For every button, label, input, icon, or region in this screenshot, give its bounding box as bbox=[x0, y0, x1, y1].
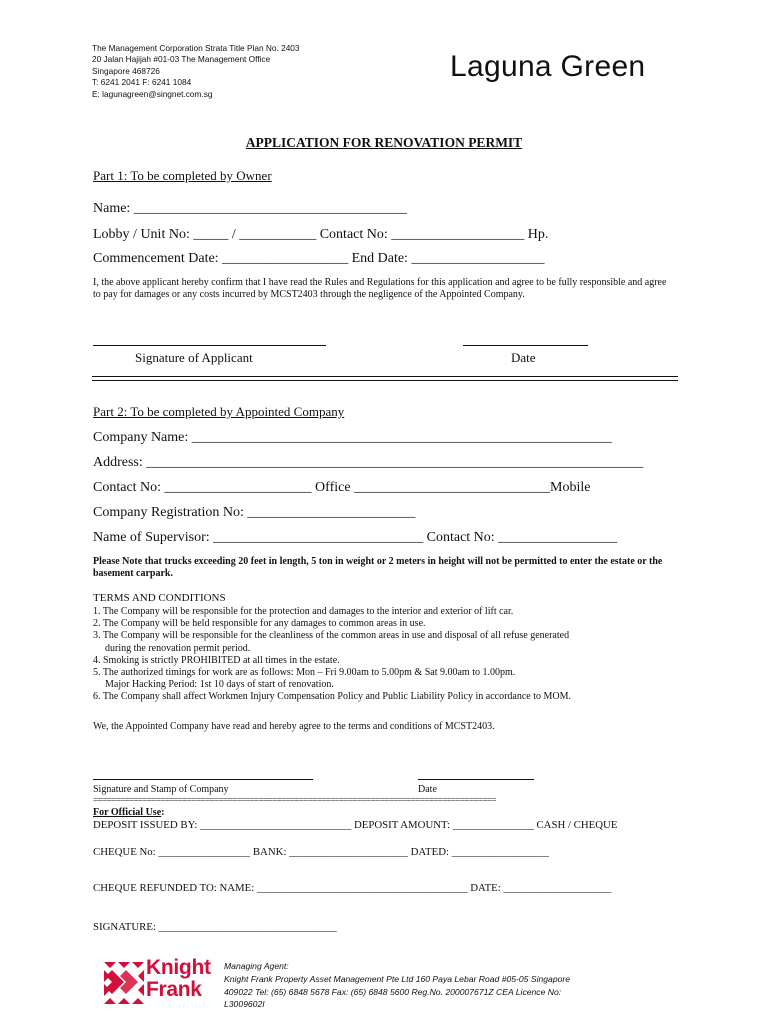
company-name-field[interactable]: Company Name: ____________________________________________________________ bbox=[93, 430, 612, 445]
term-item: 5. The authorized timings for work are as follows: Mon – Fri 9.00am to 5.00pm & Sat 9.00am to 1.00pm. bbox=[93, 667, 516, 679]
term-item: 3. The Company will be responsible for the cleanliness of the common areas in use and disposal of all refuse generated bbox=[93, 630, 570, 642]
agent-line: L3009602I bbox=[224, 999, 265, 1010]
agent-line: 409022 Tel: (65) 6848 5678 Fax: (65) 6848 5600 Reg.No. 200007671Z CEA Licence No: bbox=[224, 986, 562, 997]
logo-word-frank: Frank bbox=[146, 978, 202, 1001]
applicant-signature-label: Signature of Applicant bbox=[135, 350, 253, 365]
official-use-heading bbox=[93, 807, 164, 819]
agent-line: Managing Agent: bbox=[224, 961, 289, 971]
managing-agent-details bbox=[224, 960, 570, 1011]
dates-field[interactable]: Commencement Date: __________________ End Date: ___________________ bbox=[93, 251, 545, 266]
mgmt-line: Singapore 468726 bbox=[92, 65, 160, 76]
term-item: Major Hacking Period: 1st 10 days of start of renovation. bbox=[105, 679, 334, 691]
applicant-date-line[interactable] bbox=[463, 345, 588, 346]
owner-name-field[interactable]: Name: _______________________________________ bbox=[93, 201, 407, 216]
truck-restriction-note: Please Note that trucks exceeding 20 feet in length, 5 ton in weight or 2 meters in height will not be permitted to enter the estate or the basement carpark. bbox=[93, 556, 663, 580]
term-item: during the renovation permit period. bbox=[105, 642, 251, 654]
term-item: 2. The Company will be held responsible for any damages to common areas in use. bbox=[93, 618, 426, 630]
form-title: APPLICATION FOR RENOVATION PERMIT bbox=[245, 135, 523, 150]
cheque-refund-field[interactable]: CHEQUE REFUNDED TO: NAME: _______________________________________ DATE: ____________________ bbox=[93, 882, 612, 894]
official-use-label: For Official Use bbox=[93, 807, 162, 818]
agent-line: Knight Frank Property Asset Management Pte Ltd 160 Paya Lebar Road #05-05 Singapore bbox=[224, 973, 571, 984]
terms-agreement: We, the Appointed Company have read and hereby agree to the terms and conditions of MCST2403. bbox=[93, 721, 495, 732]
term-item: 4. Smoking is strictly PROHIBITED at all times in the estate. bbox=[93, 654, 340, 666]
mgmt-line: 20 Jalan Hajijah #01-03 The Management Office bbox=[92, 54, 271, 65]
company-date-line[interactable] bbox=[418, 779, 534, 780]
section-divider bbox=[92, 376, 678, 381]
supervisor-field[interactable]: Name of Supervisor: ______________________________ Contact No: _________________ bbox=[93, 530, 618, 545]
official-separator: ========================================================================================== bbox=[93, 795, 496, 805]
term-item: 6. The Company shall affect Workmen Injury Compensation Policy and Public Liability Policy in accordance to MOM. bbox=[93, 691, 571, 703]
applicant-date-label: Date bbox=[511, 350, 536, 365]
mgmt-line: The Management Corporation Strata Title Plan No. 2403 bbox=[92, 43, 300, 53]
company-contact-field[interactable]: Contact No: _____________________ Office ____________________________Mobile bbox=[93, 480, 591, 495]
knight-frank-emblem-icon bbox=[104, 962, 144, 1004]
terms-heading: TERMS AND CONDITIONS bbox=[93, 592, 226, 604]
company-signature-label: Signature and Stamp of Company bbox=[93, 784, 229, 795]
deposit-field[interactable]: DEPOSIT ISSUED BY: ____________________________ DEPOSIT AMOUNT: _______________ CASH / CHEQUE bbox=[93, 819, 618, 831]
knight-frank-wordmark bbox=[146, 957, 211, 1001]
official-signature-field[interactable]: SIGNATURE: _________________________________ bbox=[93, 921, 337, 933]
official-use-colon: : bbox=[161, 807, 165, 818]
company-address-field[interactable]: Address: _______________________________________________________________________ bbox=[93, 455, 644, 470]
owner-declaration: I, the above applicant hereby confirm that I have read the Rules and Regulations for this application and agree to be fully responsible and agree to pay for damages or any costs incurred by MCST2403 through the negligence of the Appointed Company. bbox=[93, 277, 667, 301]
terms-list bbox=[93, 606, 571, 704]
company-registration-field[interactable]: Company Registration No: ________________________ bbox=[93, 505, 416, 520]
mgmt-line: E: lagunagreen@singnet.com.sg bbox=[92, 88, 213, 99]
logo-word-knight: Knight bbox=[146, 956, 211, 979]
part2-heading: Part 2: To be completed by Appointed Company bbox=[93, 404, 345, 419]
term-item: 1. The Company will be responsible for the protection and damages to the interior and exterior of lift car. bbox=[93, 606, 514, 617]
cheque-field[interactable]: CHEQUE No: _________________ BANK: ______________________ DATED: __________________ bbox=[93, 846, 549, 858]
unit-contact-field[interactable]: Lobby / Unit No: _____ / ___________ Contact No: ___________________ Hp. bbox=[93, 227, 549, 242]
mgmt-line: T: 6241 2041 F: 6241 1084 bbox=[92, 77, 192, 88]
company-date-label: Date bbox=[418, 784, 437, 795]
applicant-signature-line[interactable] bbox=[93, 345, 326, 346]
company-signature-line[interactable] bbox=[93, 779, 313, 780]
management-address bbox=[92, 43, 300, 100]
part1-heading: Part 1: To be completed by Owner bbox=[93, 168, 272, 183]
estate-brand: Laguna Green bbox=[450, 50, 646, 83]
